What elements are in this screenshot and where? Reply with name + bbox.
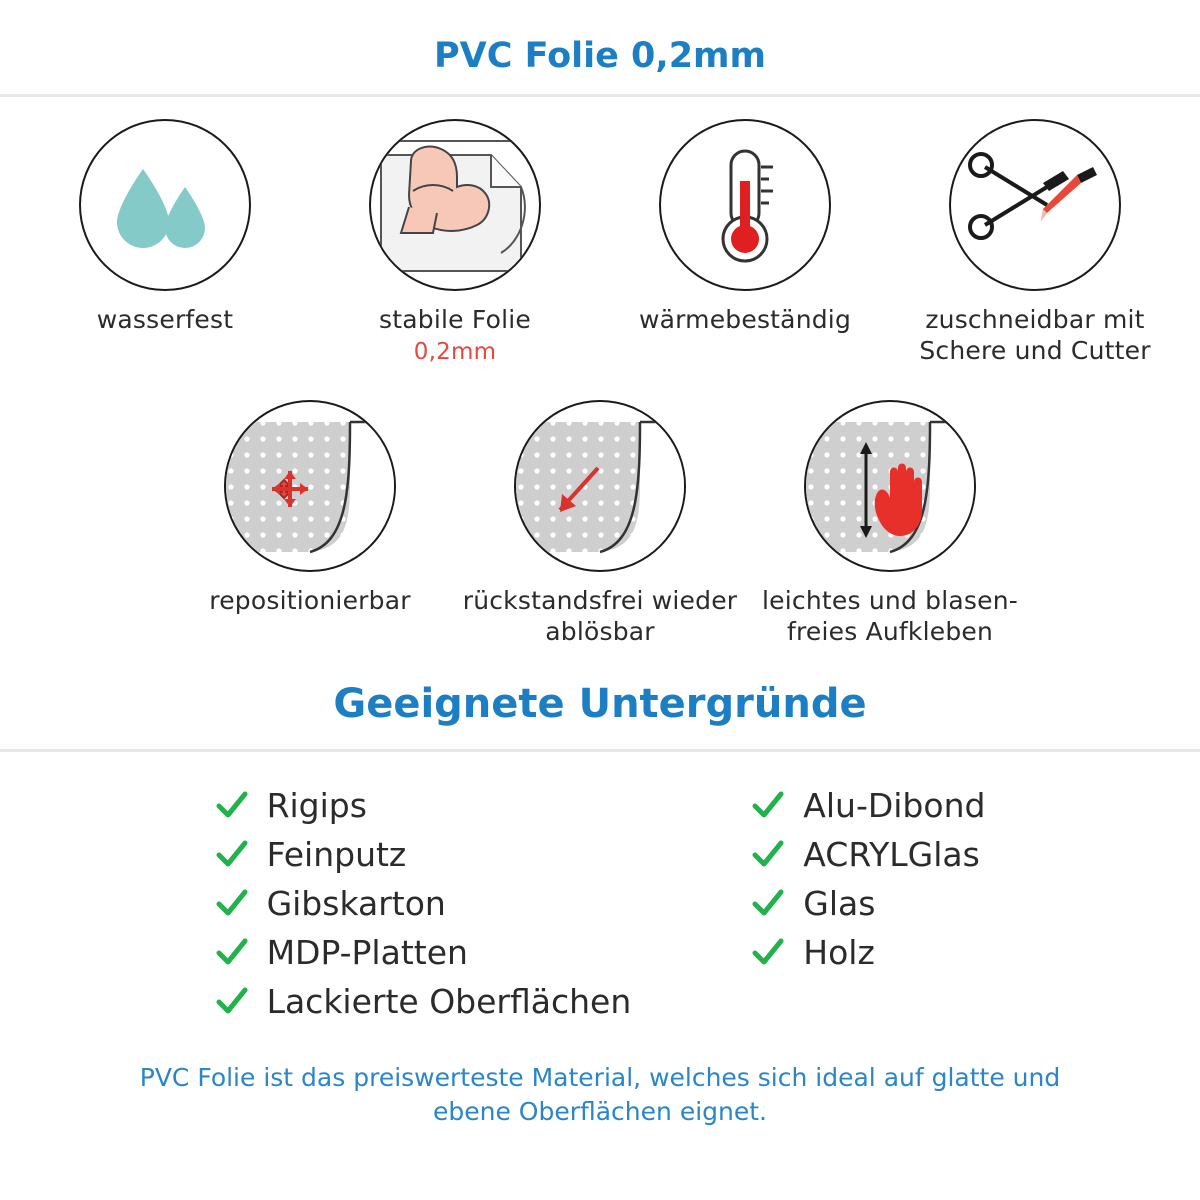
feature-icon-circle xyxy=(949,119,1121,291)
check-icon xyxy=(751,887,785,921)
hand-smoothing-icon xyxy=(806,402,974,570)
feature-row-2 xyxy=(0,400,1200,647)
check-icon xyxy=(215,838,249,872)
feature-caption xyxy=(455,586,745,647)
feature-caption xyxy=(379,305,531,366)
features-section xyxy=(0,97,1200,647)
feature-caption xyxy=(890,305,1180,366)
list-item xyxy=(751,786,985,825)
feature-icon-circle xyxy=(659,119,831,291)
check-icon xyxy=(751,838,785,872)
check-icon xyxy=(215,936,249,970)
feature-label: stabile Folie xyxy=(379,305,531,334)
section-title-untergruende: Geeignete Untergründe xyxy=(333,681,867,727)
peel-off-arrow-icon xyxy=(516,402,684,570)
substrate-label: Rigips xyxy=(266,786,367,825)
feature-repositionierbar xyxy=(165,400,455,617)
feature-caption xyxy=(745,586,1035,647)
list-item xyxy=(215,884,632,923)
list-item xyxy=(751,884,985,923)
substrate-label: Alu-Dibond xyxy=(803,786,986,825)
substrate-column-left xyxy=(215,786,632,1021)
list-item xyxy=(215,835,632,874)
substrate-label: Holz xyxy=(803,933,875,972)
feature-label: repositionierbar xyxy=(209,586,411,615)
feature-caption xyxy=(97,305,234,336)
list-item xyxy=(215,786,632,825)
substrate-label: Gibskarton xyxy=(266,884,446,923)
feature-label: wasserfest xyxy=(96,305,234,334)
feature-wasserfest xyxy=(20,119,310,336)
substrate-label: Lackierte Oberflächen xyxy=(266,982,632,1021)
footnote-text: PVC Folie ist das preiswerteste Material, welches sich ideal auf glatte und ebene Oberflächen eignet. xyxy=(139,1063,1061,1126)
check-icon xyxy=(751,936,785,970)
feature-row-1 xyxy=(0,119,1200,366)
substrates-section xyxy=(0,752,1200,1021)
feature-icon-circle xyxy=(804,400,976,572)
check-icon xyxy=(751,789,785,823)
substrate-column-right xyxy=(751,786,985,1021)
feature-icon-circle xyxy=(514,400,686,572)
substrate-label: Feinputz xyxy=(266,835,407,874)
water-drops-icon xyxy=(81,121,249,289)
list-item xyxy=(751,835,985,874)
list-item xyxy=(215,982,632,1021)
feature-zuschneidbar xyxy=(890,119,1180,366)
feature-caption xyxy=(639,305,851,336)
check-icon xyxy=(215,985,249,1019)
thermometer-icon xyxy=(661,121,829,289)
feature-label: leichtes und blasen- freies Aufkleben xyxy=(762,586,1018,646)
substrate-label: ACRYLGlas xyxy=(803,835,980,874)
feature-label: zuschneidbar mit Schere und Cutter xyxy=(919,305,1151,365)
feature-icon-circle xyxy=(369,119,541,291)
strong-arm-foil-icon xyxy=(371,121,539,289)
feature-aufkleben xyxy=(745,400,1035,647)
reposition-arrows-icon xyxy=(226,402,394,570)
feature-stabile-folie xyxy=(310,119,600,366)
substrate-label: MDP-Platten xyxy=(266,933,468,972)
page-title: PVC Folie 0,2mm xyxy=(433,36,766,76)
feature-rueckstandsfrei xyxy=(455,400,745,647)
scissors-cutter-icon xyxy=(951,121,1119,289)
feature-label: rückstandsfrei wieder ablösbar xyxy=(462,586,738,646)
check-icon xyxy=(215,887,249,921)
list-item xyxy=(215,933,632,972)
feature-waermebestaendig xyxy=(600,119,890,336)
check-icon xyxy=(215,789,249,823)
feature-label: wärmebeständig xyxy=(638,305,852,334)
feature-sublabel: 0,2mm xyxy=(413,338,497,365)
list-item xyxy=(751,933,985,972)
feature-icon-circle xyxy=(224,400,396,572)
feature-caption xyxy=(209,586,410,617)
feature-icon-circle xyxy=(79,119,251,291)
substrate-label: Glas xyxy=(803,884,876,923)
